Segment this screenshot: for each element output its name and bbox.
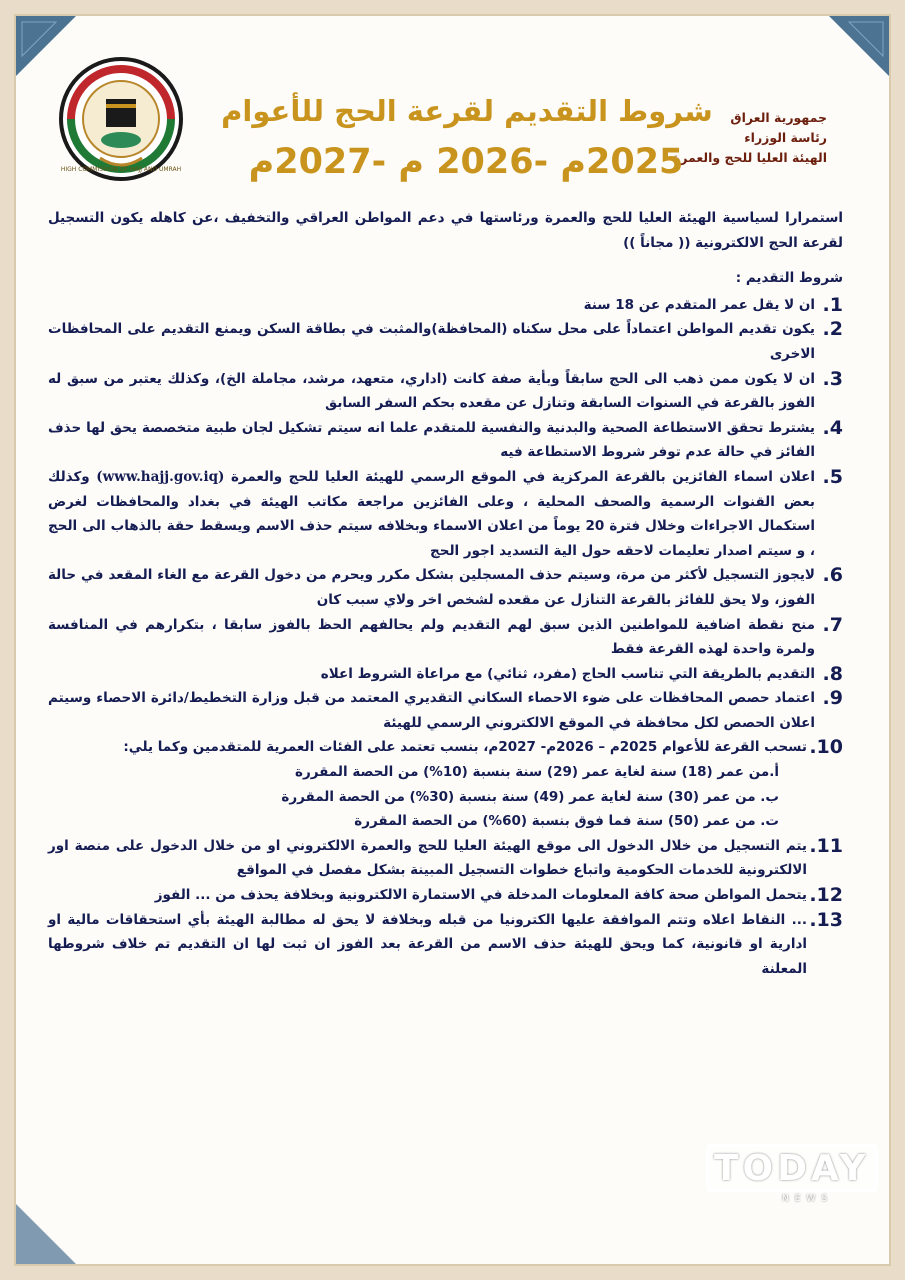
condition-item-2 [48, 317, 843, 366]
item-text-part: اعلان اسماء الفائزين بالقرعة المركزية في الموقع الرسمي للهيئة العليا للحج والعمرة [224, 468, 815, 485]
item-text [48, 735, 807, 833]
condition-item-3 [48, 367, 843, 416]
gov-line-commission: الهيئة العليا للحج والعمرة [672, 150, 827, 165]
item-number: 1. [822, 293, 843, 316]
condition-item-8 [48, 662, 843, 687]
item-number: 11. [809, 834, 843, 857]
page-title: شروط التقديم لقرعة الحج للأعوام [221, 94, 713, 128]
intro-paragraph: استمرارا لسياسية الهيئة العليا للحج والعمرة ورئاستها في دعم المواطن العراقي والتخفيف ،عن كاهله يكون التسجيل لقرعة الحج الالكترونية (( مجاناً )) [48, 210, 843, 251]
item-text: اعتماد حصص المحافظات على ضوء الاحصاء السكاني التقديري المعتمد من قبل وزارة التخطيط/دائرة الاحصاء وسيتم اعلان الحصص لكل محافظة في الموقع الالكتروني الرسمي للهيئة [48, 690, 815, 731]
watermark-sub: NEWS [782, 1194, 834, 1204]
condition-item-6 [48, 563, 843, 612]
logo-caption: HIGH COMMISSION OF HAJJ AND UMRAH [60, 166, 182, 173]
item-number: 7. [822, 613, 843, 636]
item-text [48, 465, 815, 563]
item-text: ان لا يكون ممن ذهب الى الحج سابقاً وبأية صفة كانت (اداري، متعهد، مرشد، مجاملة الخ)، وكذلك يعتبر من سبق له الفوز بالقرعة في السنوات السابقة وتنازل عن مقعده بحكم السفر السابق [48, 370, 815, 412]
item-number: 6. [822, 564, 843, 587]
item-text-part: تسحب القرعة للأعوام 2025م – 2026م- 2027م، بنسب تعتمد على الفئات العمرية للمتقدمين وكما يلي: [123, 739, 807, 756]
website-link[interactable]: (www.hajj.gov.iq) [96, 468, 225, 485]
title-years: 2025م -2026 م -2027م [248, 142, 684, 182]
item-text: لايجوز التسجيل لأكثر من مرة، وسيتم حذف المسجلين بشكل مكرر ويحرم من دخول القرعة مع الغاء المقعد في حالة الفوز، ولا يحق للفائز بالقرعة التنازل عن مقعده لشخص اخر ولاي سبب كان [48, 567, 815, 608]
item-text: منح نقطة اضافية للمواطنين الذين سبق لهم التقديم ولم يحالفهم الحظ بالفوز سابقا ، بتكرارهم في المنافسة ولمرة واحدة لهذه القرعة فقط [48, 616, 815, 658]
condition-item-9 [48, 686, 843, 735]
item-number: 8. [822, 662, 843, 685]
condition-item-13 [48, 908, 843, 982]
item-text: يشترط تحقق الاستطاعة الصحية والبدنية والنفسية للمتقدم علما انه سيتم تشكيل لجان طبية متخصصة يحق لها حذف الفائز في حالة عدم توفر شروط الاستطاعة فيه [48, 419, 815, 461]
item-number: 9. [822, 687, 843, 710]
corner-ornament-icon [829, 16, 889, 76]
condition-item-4 [48, 416, 843, 465]
age-group-c: ت. من عمر (50) سنة فما فوق بنسبة (60%) من الحصة المقررة [354, 813, 779, 830]
condition-item-5 [48, 465, 843, 563]
item-text: ... النقاط اعلاه وتتم الموافقة عليها الكترونيا من قبله وبخلافة لا يحق له مطالبة الهيئة بأي استحقاقات مالية او ادارية او قانونية، كما ويحق للهيئة حذف الاسم من القرعة بعد الفوز ان ثبت لها ان التقديم تم خلاف شروطها المعلنة [48, 911, 807, 977]
item-number: 4. [822, 416, 843, 439]
item-text-part: وكذلك بعض القنوات الرسمية والصحف المحلية ، وعلى الفائزين مراجعة مكاتب الهيئة في بغداد والمحافظات لغرض استكمال الاجراءات وخلال فترة 20 يوماً من اعلان الاسماء وبخلافه سيتم حذف الاسم ويسقط حقة بالذهاب الى الحج ، و سيتم اصدار تعليمات لاحقه حول الية التسديد اجور الحج [48, 468, 815, 559]
condition-item-11 [48, 834, 843, 883]
item-number: 10. [809, 736, 843, 759]
item-number: 12. [809, 884, 843, 907]
condition-item-10 [48, 735, 843, 833]
item-number: 5. [822, 465, 843, 488]
item-number: 13. [809, 908, 843, 931]
age-group-b: ب. من عمر (30) سنة لغاية عمر (49) سنة بنسبة (30%) من الحصة المقررة [281, 788, 779, 805]
item-text: يكون تقديم المواطن اعتماداً على محل سكناه (المحافظة)والمثبت في بطاقة السكن ويمنع التقديم على المحافظات الاخرى [48, 321, 815, 362]
item-text: يتم التسجيل من خلال الدخول الى موقع الهيئة العليا للحج والعمرة الالكتروني او من خلال الدخول على منصة اور الالكترونية للخدمات الحكومية واتباع خطوات التسجيل المبينة بشكل مفصل في المواقع [48, 837, 807, 879]
gov-line-republic: جمهورية العراق [730, 110, 827, 125]
gov-line-presidency: رئاسة الوزراء [744, 130, 827, 145]
item-number: 2. [822, 318, 843, 341]
condition-item-7 [48, 613, 843, 662]
watermark-main: TODAY [714, 1148, 870, 1189]
item-text: التقديم بالطريقة التي تناسب الحاج (مفرد، ثنائي) مع مراعاة الشروط اعلاه [320, 665, 815, 682]
item-text: ان لا يقل عمر المتقدم عن 18 سنة [583, 296, 815, 313]
condition-item-12 [48, 883, 843, 908]
age-group-a: أ.من عمر (18) سنة لغاية عمر (29) سنة بنسبة (10%) من الحصة المقررة [295, 764, 779, 781]
conditions-body [48, 206, 843, 981]
today-news-watermark [706, 1144, 878, 1214]
condition-item-1 [48, 293, 843, 318]
corner-ornament-icon [16, 1204, 76, 1264]
hajj-commission-logo-icon [56, 54, 186, 184]
item-text: يتحمل المواطن صحة كافة المعلومات المدخلة في الاستمارة الالكترونية وبخلافة يحذف من ... الفوز [154, 887, 807, 904]
conditions-heading: شروط التقديم : [735, 270, 843, 287]
item-number: 3. [822, 367, 843, 390]
document-page [14, 14, 891, 1266]
